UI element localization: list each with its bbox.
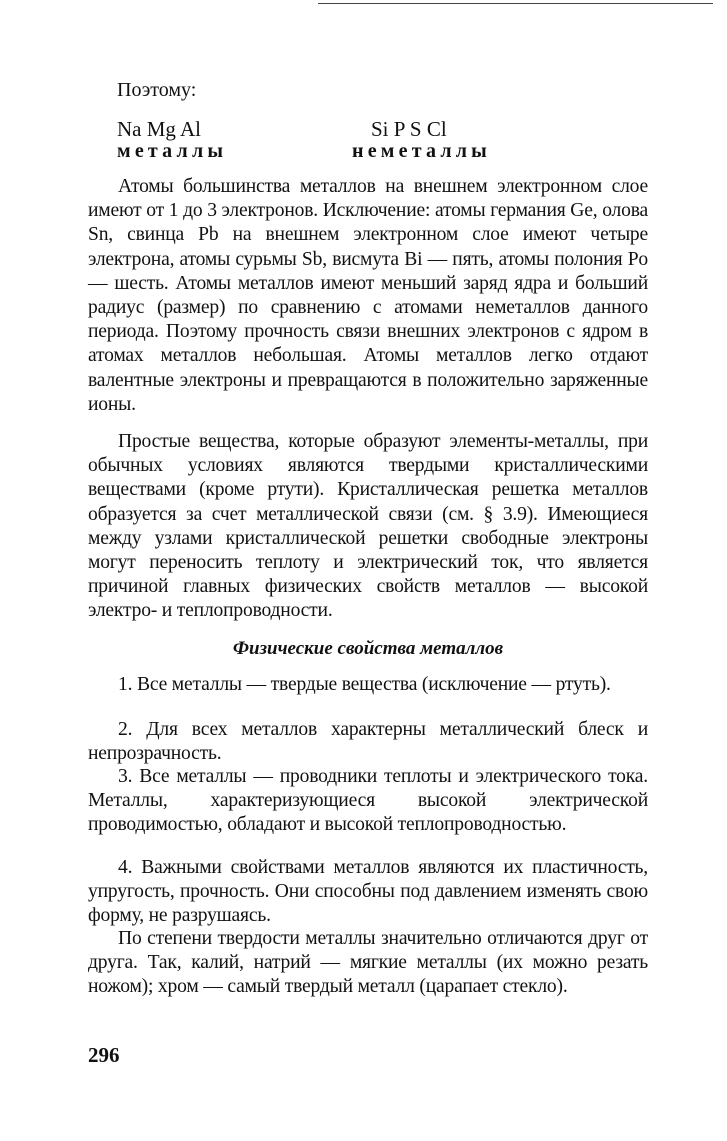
- page-number: 296: [88, 1043, 120, 1067]
- section-heading: Физические свойства металлов: [232, 638, 504, 659]
- metals-symbols: Na Mg Al: [117, 117, 201, 141]
- list-item-3: 3. Все металлы — проводники теплоты и электрического тока. Металлы, характеризующиеся высокой электрической проводимостью, обладают и высокой теплопроводностью.: [88, 766, 648, 836]
- paragraph-atoms: Атомы большинства металлов на внешнем электронном слое имеют от 1 до 3 электронов. Исключение: атомы германия Ge, олова Sn, свинца Pb на внешнем электронном слое имеют четыре электрона, атомы сурьмы Sb, висмута Bi — пять, атомы полония Po — шесть. Атомы металлов имеют меньший заряд ядра и больший радиус (размер) по сравнению с атомами неметаллов данного периода. Поэтому прочность связи внешних электронов с ядром в атомах металлов небольшая. Атомы металлов легко отдают валентные электроны и превращаются в положительно заряженные ионы.: [88, 176, 648, 415]
- nonmetals-label: неметаллы: [352, 140, 492, 162]
- metals-label: металлы: [117, 140, 228, 162]
- paragraph-hardness: По степени твердости металлы значительно отличаются друг от друга. Так, калий, натрий — мягкие металлы (их можно резать ножом); хром — самый твердый металл (царапает стекло).: [88, 928, 648, 998]
- nonmetals-symbols: Si P S Cl: [371, 117, 447, 141]
- paragraph-simple-substances: Простые вещества, которые образуют элементы-металлы, при обычных условиях являются твердыми кристаллическими веществами (кроме ртути). Кристаллическая решетка металлов образуется за счет металлической связи (см. § 3.9). Имеющиеся между узлами кристаллической решетки свободные электроны могут переносить теплоту и электрический ток, что является причиной главных физических свойств металлов — высокой электро- и теплопроводности.: [88, 431, 648, 622]
- list-item-2: 2. Для всех металлов характерны металлический блеск и непрозрачность.: [88, 719, 648, 765]
- intro-text: Поэтому:: [117, 79, 197, 101]
- top-rule: [318, 3, 713, 4]
- list-item-1: 1. Все металлы — твердые вещества (исключение — ртуть).: [118, 674, 611, 695]
- list-item-4: 4. Важными свойствами металлов являются их пластичность, упругость, прочность. Они способны под давлением изменять свою форму, не разрушаясь.: [88, 857, 648, 927]
